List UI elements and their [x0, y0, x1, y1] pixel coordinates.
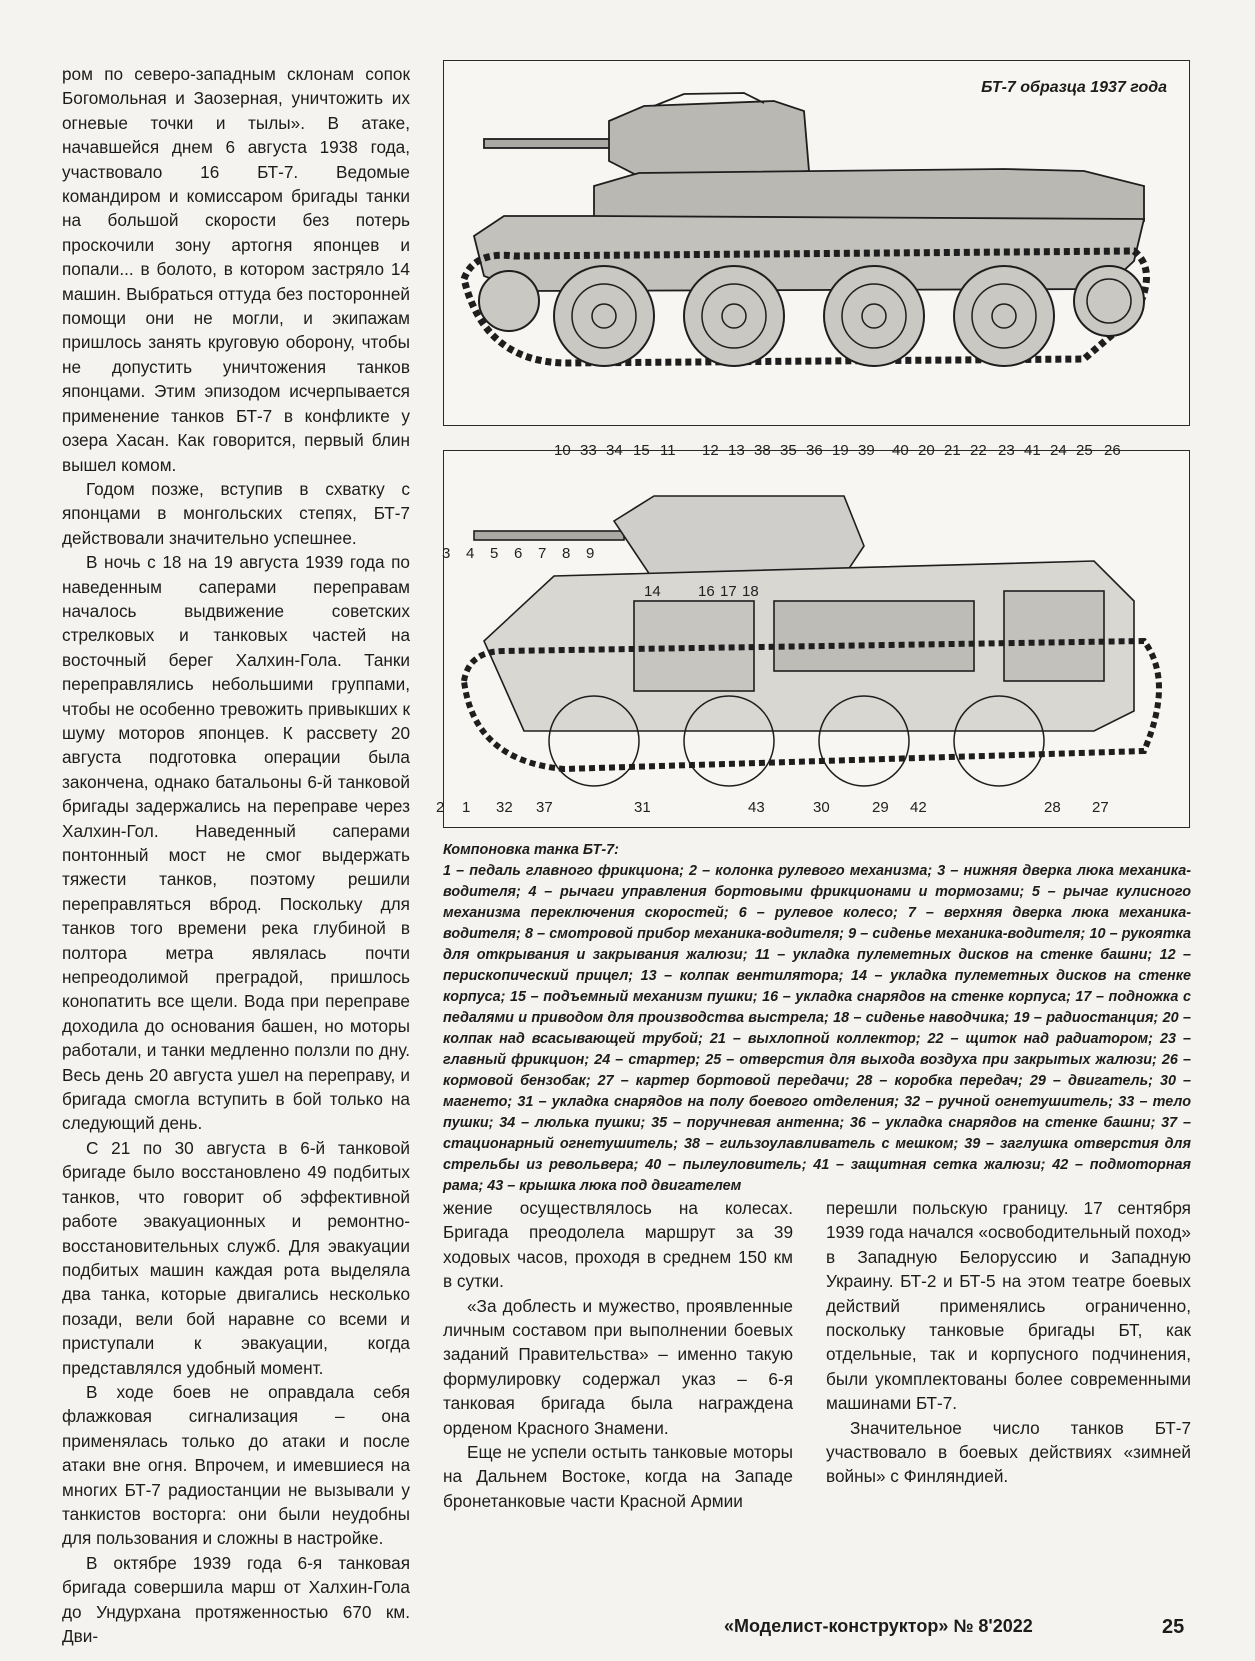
callout: 17 — [720, 583, 737, 600]
callout: 39 — [858, 442, 875, 459]
middle-text-column — [443, 1196, 793, 1513]
callout: 5 — [490, 545, 499, 562]
callout: 29 — [872, 799, 889, 816]
figure-legend — [443, 840, 1191, 1197]
callout: 36 — [806, 442, 823, 459]
callout: 1 — [462, 799, 471, 816]
legend-title: Компоновка танка БТ-7: — [443, 842, 619, 858]
callout: 11 — [660, 442, 676, 459]
callouts-inner — [444, 583, 844, 613]
callout: 26 — [1104, 442, 1121, 459]
magazine-footer: «Моделист-конструктор» № 8'2022 — [724, 1616, 1033, 1636]
callout: 10 — [554, 442, 571, 459]
callout: 37 — [536, 799, 553, 816]
callout: 38 — [754, 442, 771, 459]
callout: 21 — [944, 442, 961, 459]
callout: 2 — [436, 799, 445, 816]
callout: 4 — [466, 545, 475, 562]
callout: 12 — [702, 442, 719, 459]
callout: 43 — [748, 799, 765, 816]
callouts-left — [444, 545, 644, 575]
paragraph: Годом позже, вступив в схватку с японцами в монгольских степях, БТ-7 действовали значительно успешнее. — [62, 478, 410, 548]
callout: 23 — [998, 442, 1015, 459]
callouts-bottom — [436, 799, 1191, 825]
callout: 33 — [580, 442, 597, 459]
paragraph: Значительное число танков БТ-7 участвовало в боевых действиях «зимней войны» с Финляндией. — [826, 1417, 1191, 1487]
callout: 3 — [442, 545, 451, 562]
callout: 14 — [644, 583, 661, 600]
callout: 9 — [586, 545, 595, 562]
callout: 24 — [1050, 442, 1067, 459]
callout: 35 — [780, 442, 797, 459]
callout: 25 — [1076, 442, 1093, 459]
paragraph: ром по северо-западным склонам сопок Богомольная и Заозерная, уничтожить их огневые точки и тылы». В атаке, начавшейся днем 6 августа 1938 года, участвовало 16 БТ-7. Ведомые командиром и комиссаром бригады танки на большой скорости без потерь проскочили зону артогня японцев и попали... в болото, в котором застряло 14 машин. Выбраться оттуда без посторонней помощи они не могли, и экипажам пришлось занять круговую оборону, чтобы не допустить уничтожения танков японцами. Этим эпизодом исчерпывается применение танков БТ-7 в конфликте у озера Хасан. Как говорится, первый блин вышел комом. — [62, 64, 410, 475]
paragraph: «За доблесть и мужество, проявленные личным составом при выполнении боевых заданий Правительства» – именно такую формулировку содержал указ – 6-я танковая бригада была награждена орденом Красного Знамени. — [443, 1295, 793, 1438]
tank-side-view-figure — [443, 60, 1190, 426]
callout: 22 — [970, 442, 987, 459]
paragraph: жение осуществлялось на колесах. Бригада преодолела маршрут за 39 ходовых часов, проходя в среднем 150 км в сутки. — [443, 1198, 793, 1292]
callout: 28 — [1044, 799, 1061, 816]
legend-text: 1 – педаль главного фрикциона; 2 – колонка рулевого механизма; 3 – нижняя дверка люка механика-водителя; 4 – рычаги управления бортовыми фрикционами и тормозами; 5 – рычаг кулисного механизма переключения скоростей; 6 – рулевое колесо; 7 – верхняя дверка люка механика-водителя; 8 – смотровой прибор механика-водителя; 9 – сиденье механика-водителя; 10 – рукоятка для открывания и закрывания жалюзи; 11 – укладка пулеметных дисков на стенке башни; 12 – перископический прицел; 13 – колпак вентилятора; 14 – укладка пулеметных дисков на стенке корпуса; 15 – подъемный механизм пушки; 16 – укладка снарядов на стенке корпуса; 17 – подножка с педалями и приводом для производства выстрела; 18 – сиденье наводчика; 19 – радиостанция; 20 – колпак над всасывающей трубой; 21 – выхлопной коллектор; 22 – щиток над радиатором; 23 – главный фрикцион; 24 – стартер; 25 – отверстия для выхода воздуха при закрытых жалюзи; 26 – кормовой бензобак; 27 – картер бортовой передачи; 28 – коробка передач; 29 – двигатель; 30 – магнето; 31 – укладка снарядов на полу боевого отделения; 32 – ручной огнетушитель; 33 – тело пушки; 34 – люлька пушки; 35 – поручневая антенна; 36 – укладка снарядов на стенке башни; 37 – стационарный огнетушитель; 38 – гильзоулавливатель с мешком; 39 – заглушка отверстия для стрельбы из револьвера; 40 – пылеуловитель; 41 – защитная сетка жалюзи; 42 – подмоторная рама; 43 – крышка люка под двигателем — [443, 863, 1191, 1194]
callout: 31 — [634, 799, 651, 816]
paragraph: В ходе боев не оправдала себя флажковая сигнализация – она применялась только до атаки и после атаки вне огня. Впрочем, и имевшиеся на многих БТ-7 радиостанции не вызывали у танкистов восторга: они были неудобны для пользования и сложны в настройке. — [62, 1381, 410, 1549]
callout: 7 — [538, 545, 547, 562]
callout: 13 — [728, 442, 745, 459]
tank-side-view-drawing — [444, 61, 1188, 423]
paragraph: Еще не успели остыть танковые моторы на Дальнем Востоке, когда на Западе бронетанковые части Красной Армии — [443, 1442, 793, 1511]
callout: 8 — [562, 545, 571, 562]
paragraph: В октябре 1939 года 6-я танковая бригада совершила марш от Халхин-Гола до Ундурхана протяженностью 670 км. Дви- — [62, 1552, 410, 1646]
callout: 30 — [813, 799, 830, 816]
tank-layout-drawing — [444, 451, 1188, 825]
callout: 42 — [910, 799, 927, 816]
tank-layout-figure — [436, 442, 1190, 828]
callout: 6 — [514, 545, 523, 562]
callout: 19 — [832, 442, 849, 459]
callout: 16 — [698, 583, 715, 600]
page-number: 25 — [1162, 1616, 1185, 1638]
callout: 18 — [742, 583, 759, 600]
callout: 20 — [918, 442, 935, 459]
callout: 34 — [606, 442, 623, 459]
left-text-column — [62, 62, 410, 1648]
callout: 32 — [496, 799, 513, 816]
callouts-top — [444, 442, 1191, 472]
callout: 41 — [1024, 442, 1041, 459]
paragraph: С 21 по 30 августа в 6-й танковой бригаде было восстановлено 49 подбитых танков, что говорит об эффективной работе эвакуационных и ремонтно-восстановительных служб. Для эвакуации подбитых машин каждая рота выделяла два танка, которые двигались несколько позади, вели бой наравне со всеми и приступали к эвакуации, когда представлялся удобный момент. — [62, 1137, 410, 1378]
callout: 27 — [1092, 799, 1109, 816]
callout: 40 — [892, 442, 909, 459]
paragraph: перешли польскую границу. 17 сентября 1939 года начался «освободительный поход» в Западную Белоруссию и Западную Украину. БТ-2 и БТ-5 на этом театре боевых действий применялись ограниченно, поскольку танковые бригады БТ, как отдельные, так и корпусного подчинения, были укомплектованы более современными машинами БТ-7. — [826, 1198, 1191, 1414]
callout: 15 — [633, 442, 650, 459]
right-text-column — [826, 1196, 1191, 1489]
paragraph: В ночь с 18 на 19 августа 1939 года по наведенным саперами переправам началось выдвижение советских стрелковых и танковых частей на восточный берег Халхин-Гола. Танки переправлялись небольшими группами, чтобы не особенно тревожить привыкших к шуму моторов японцев. К рассвету 20 августа подготовка операции была закончена, однако батальоны 6-й танковой бригады задержались на переправе через Халхин-Гол. Наведенный саперами понтонный мост не смог выдержать тяжести танков, поэтому решили переправляться вброд. Поскольку для танков того времени река глубиной в полтора метра являлась почти непреодолимой преградой, пришлось конопатить все щели. Вода при переправе доходила до основания башен, но моторы работали, и танки медленно ползли по дну. Весь день 20 августа ушел на переправу, и бригада смогла вступить в бой только на следующий день. — [62, 552, 410, 1134]
figure-title: БТ-7 образца 1937 года — [981, 79, 1167, 96]
